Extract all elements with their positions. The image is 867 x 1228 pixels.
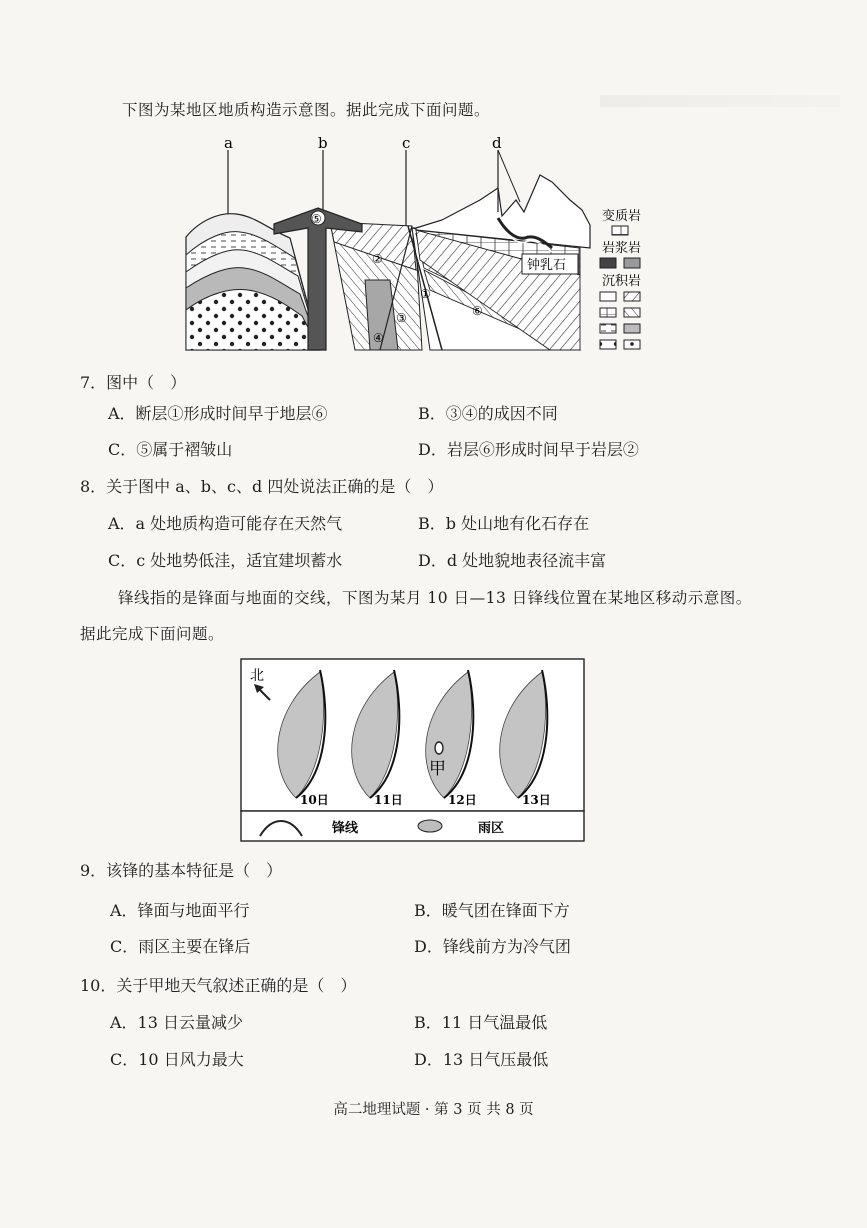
q10-option-c[interactable]: C．10 日风力最大	[110, 1050, 244, 1069]
intro-geology: 下图为某地区地质构造示意图。据此完成下面问题。	[122, 101, 491, 119]
q7-option-d[interactable]: D．岩层⑥形成时间早于岩层②	[418, 440, 639, 459]
marker-1: ①	[420, 287, 431, 301]
question-7: 7．图中（ ）	[80, 373, 187, 392]
marker-5: ⑤	[311, 212, 322, 226]
day-label-12: 12日	[448, 793, 477, 807]
marker-3: ③	[396, 311, 407, 325]
q7-option-b[interactable]: B．③④的成因不同	[418, 404, 558, 423]
q10-option-a[interactable]: A．13 日云量减少	[110, 1013, 244, 1032]
question-9: 9．该锋的基本特征是（ ）	[80, 861, 283, 880]
legend-front-label: 锋线	[332, 821, 359, 836]
marker-6: ⑥	[472, 304, 483, 318]
day-label-13: 13日	[522, 793, 551, 807]
legend-metamorphic: 变质岩	[602, 209, 642, 224]
q9-option-b[interactable]: B．暖气团在锋面下方	[414, 901, 570, 920]
label-a: a	[224, 134, 233, 152]
q7-option-c[interactable]: C．⑤属于褶皱山	[108, 440, 233, 459]
legend-sedimentary: 沉积岩	[602, 274, 642, 289]
marker-4: ④	[373, 331, 384, 345]
intro-front-line1: 锋线指的是锋面与地面的交线，下图为某月 10 日—13 日锋线位置在某地区移动示意图。	[118, 589, 752, 607]
geology-diagram	[180, 130, 660, 365]
q9-option-c[interactable]: C．雨区主要在锋后	[110, 937, 251, 956]
day-label-10: 10日	[300, 793, 329, 807]
q10-option-b[interactable]: B．11 日气温最低	[414, 1013, 548, 1032]
page-footer: 高二地理试题 · 第 3 页 共 8 页	[333, 1102, 534, 1118]
label-b: b	[318, 134, 328, 152]
north-label: 北	[250, 668, 264, 684]
day-label-11: 11日	[374, 793, 403, 807]
q9-option-a[interactable]: A．锋面与地面平行	[110, 901, 250, 920]
intro-front-line2: 据此完成下面问题。	[80, 625, 225, 643]
front-diagram	[240, 658, 585, 842]
jia-label: 甲	[429, 759, 446, 779]
label-c: c	[402, 134, 411, 152]
q7-option-a[interactable]: A．断层①形成时间早于地层⑥	[108, 404, 328, 423]
question-10: 10．关于甲地天气叙述正确的是（ ）	[80, 976, 357, 995]
legend-magmatic: 岩浆岩	[602, 241, 642, 256]
marker-2: ②	[372, 252, 383, 266]
q9-option-d[interactable]: D．锋线前方为冷气团	[414, 937, 571, 956]
label-d: d	[492, 134, 502, 152]
q8-option-b[interactable]: B．b 处山地有化石存在	[418, 514, 590, 533]
bleed-through	[600, 95, 840, 107]
q8-option-c[interactable]: C．c 处地势低洼，适宜建坝蓄水	[108, 551, 343, 570]
q8-option-a[interactable]: A．a 处地质构造可能存在天然气	[108, 514, 343, 533]
q8-option-d[interactable]: D．d 处地貌地表径流丰富	[418, 551, 607, 570]
cave-label: 钟乳石	[527, 258, 567, 273]
q10-option-d[interactable]: D．13 日气压最低	[414, 1050, 549, 1069]
question-8: 8．关于图中 a、b、c、d 四处说法正确的是（ ）	[80, 477, 444, 496]
legend-rain-label: 雨区	[478, 821, 505, 836]
